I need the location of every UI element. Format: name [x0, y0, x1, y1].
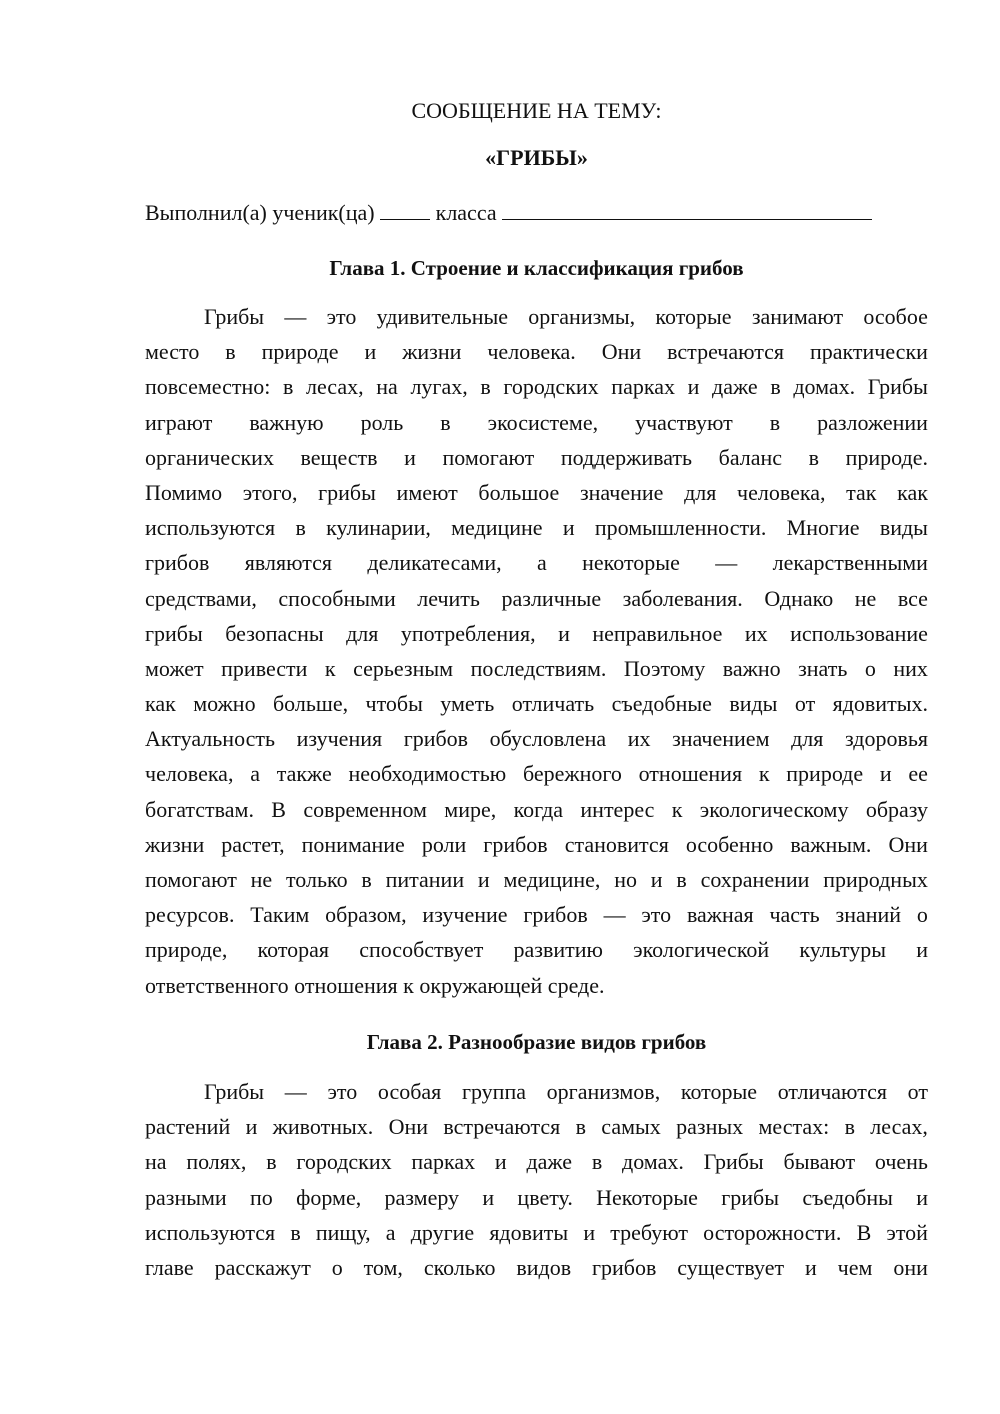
- grade-blank: [380, 197, 430, 220]
- chapter-2-paragraph: [145, 1074, 928, 1285]
- document-page: [145, 0, 928, 1414]
- text-line: грибы безопасны для употребления, и неправильное их использование: [145, 620, 928, 646]
- text-line: играют важную роль в экосистеме, участвуют в разложении: [145, 409, 928, 435]
- author-line: [145, 197, 928, 228]
- text-line: средствами, способными лечить различные заболевания. Однако не все: [145, 585, 928, 611]
- chapter-1-paragraph: [145, 299, 928, 1003]
- text-line: ресурсов. Таким образом, изучение грибов — это важная часть знаний о: [145, 902, 928, 928]
- text-line: разными по форме, размеру и цвету. Некоторые грибы съедобны и: [145, 1184, 928, 1210]
- text-line: повсеместно: в лесах, на лугах, в городских парках и даже в домах. Грибы: [145, 374, 928, 400]
- text-line: на полях, в городских парках и даже в домах. Грибы бывают очень: [145, 1149, 928, 1175]
- text-line: Помимо этого, грибы имеют большое значение для человека, так как: [145, 479, 928, 505]
- text-line: грибов являются деликатесами, а некоторые — лекарственными: [145, 550, 928, 576]
- text-line: природе, которая способствует развитию экологической культуры и: [145, 937, 928, 963]
- chapter-1-title: Глава 1. Строение и классификация грибов: [329, 256, 744, 280]
- class-letter-blank: [502, 197, 872, 220]
- text-line: используются в кулинарии, медицине и промышленности. Многие виды: [145, 515, 928, 541]
- text-line: используются в пищу, а другие ядовиты и требуют осторожности. В этой: [145, 1219, 928, 1245]
- chapter-2-title: Глава 2. Разнообразие видов грибов: [366, 1030, 707, 1054]
- text-line: растений и животных. Они встречаются в самых разных местах: в лесах,: [145, 1114, 928, 1140]
- author-line-prefix: Выполнил(а) ученик(ца): [145, 200, 375, 225]
- text-line: жизни растет, понимание роли грибов становится особенно важным. Они: [145, 831, 928, 857]
- text-line: Грибы — это особая группа организмов, которые отличаются от: [204, 1079, 928, 1104]
- text-line: органических веществ и помогают поддерживать баланс в природе.: [145, 444, 928, 470]
- text-line: главе расскажут о том, сколько видов грибов существует и чем они: [145, 1254, 928, 1280]
- author-line-middle: класса: [435, 200, 497, 225]
- text-line: богатствам. В современном мире, когда интерес к экологическому образу: [145, 796, 928, 822]
- text-line: человека, а также необходимостью бережного отношения к природе и ее: [145, 761, 928, 787]
- text-line: помогают не только в питании и медицине, но и в сохранении природных: [145, 867, 928, 892]
- text-line: может привести к серьезным последствиям. Поэтому важно знать о них: [145, 655, 928, 681]
- text-line: Актуальность изучения грибов обусловлена их значением для здоровья: [145, 726, 928, 752]
- text-line: как можно больше, чтобы уметь отличать съедобные виды от ядовитых.: [145, 691, 928, 717]
- text-line: место в природе и жизни человека. Они встречаются практически: [145, 339, 928, 365]
- text-line: ответственного отношения к окружающей среде.: [145, 972, 605, 998]
- document-subtitle: «ГРИБЫ»: [485, 145, 588, 170]
- document-title: СООБЩЕНИЕ НА ТЕМУ:: [411, 98, 662, 123]
- text-line: Грибы — это удивительные организмы, которые занимают особое: [204, 304, 928, 329]
